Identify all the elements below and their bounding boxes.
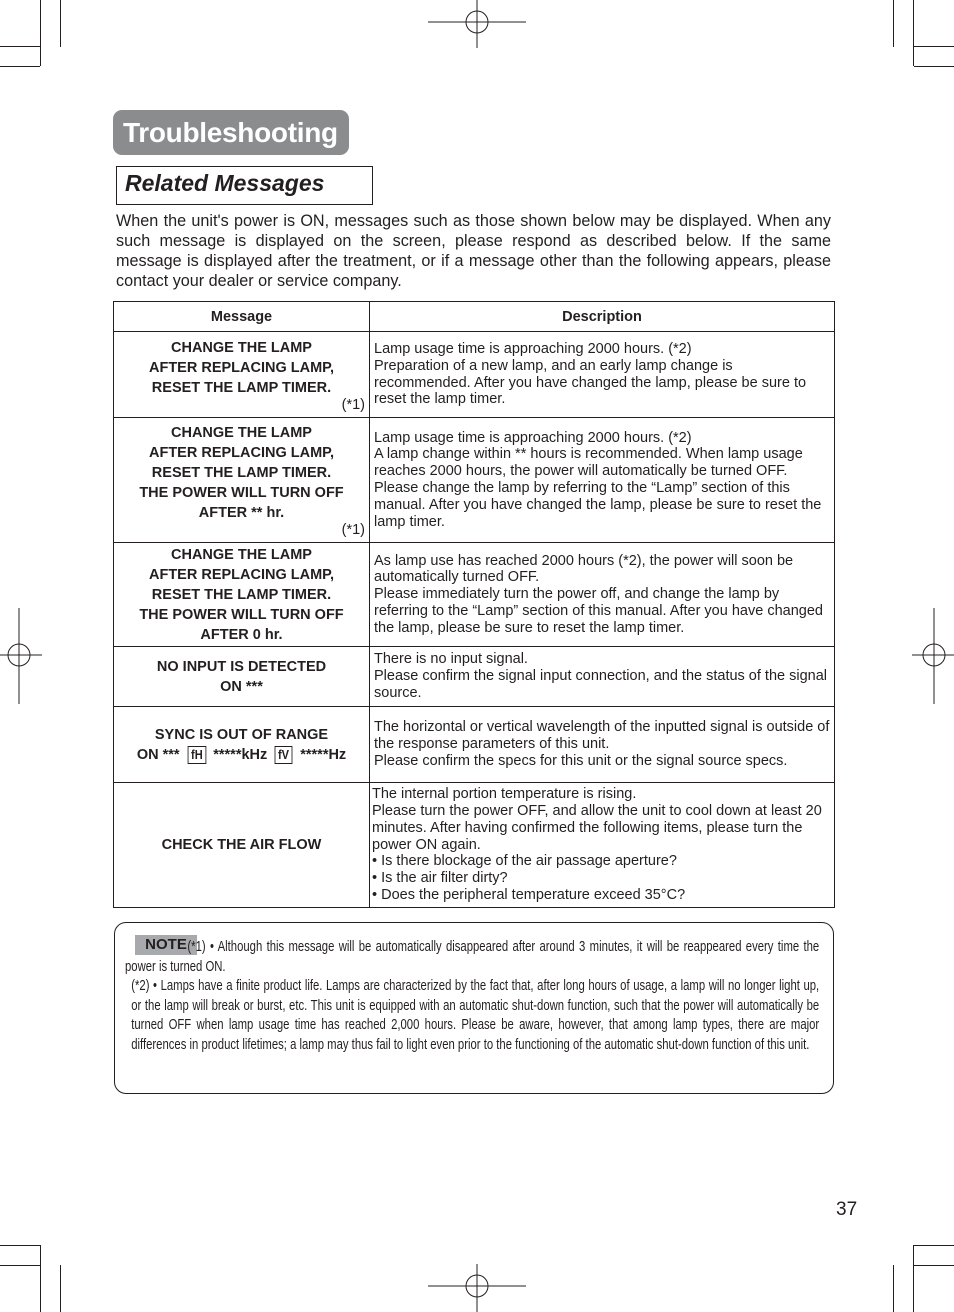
page-subtitle: Related Messages [125,170,325,196]
header-message: Message [114,302,370,332]
description-line: Preparation of a new lamp, and an early lamp change is recommended. After you have changed the lamp, please be sure to reset the lamp timer. [374,357,807,408]
message-line: AFTER REPLACING LAMP, [148,566,335,583]
description-line: Please confirm the specs for this unit or the signal source specs. [374,752,788,769]
description-line: The horizontal or vertical wavelength of the inputted signal is outside of the response parameters of this unit. [374,719,830,753]
note-item [125,938,819,977]
description-line: Lamp usage time is approaching 2000 hours. (*2) [374,340,692,357]
description-cell [370,418,835,543]
description-line: As lamp use has reached 2000 hours (*2), the power will soon be automatically turned OFF. [374,552,794,586]
description-cell [370,332,835,418]
table-row [114,783,835,908]
crop-mark [0,1265,40,1266]
registration-mark [0,608,42,704]
description-cell [370,543,835,647]
crop-mark [60,1265,61,1312]
message-cell [114,543,370,647]
message-line: RESET THE LAMP TIMER. [151,586,332,603]
message-line: RESET THE LAMP TIMER. [151,379,332,396]
note-line: (*1) • Although this message will be automatically disappeared after around 3 minutes, it will be reappeared every time the power is turned ON. [125,939,820,975]
crop-mark [40,1245,41,1312]
note-line: (*2) • Lamps have a finite product life. Lamps are characterized by the fact that, after long hours of usage, a lamp will no longer light up, or the lamp will break or burst, etc. This unit is equipped with an automatic shut-down function, such that the power will automatically be turned OFF when lamp usage time has reached 2,000 hours. Please be aware, however, that among lamp types, there are major differences in product lifetimes; a lamp may thus fail to light even prior to the functioning of the automatic shut-down function of this unit. [131,978,820,1053]
note-box [114,922,834,1094]
crop-mark [914,46,954,47]
crop-mark [0,46,40,47]
bullet-item: • Is the air filter dirty? [372,870,508,887]
message-line: NO INPUT IS DETECTED [156,658,327,675]
description-cell [370,707,835,783]
crop-mark [914,1245,954,1246]
table-header-row [114,302,835,332]
hz-value: *****Hz [300,746,347,763]
registration-mark [428,0,526,48]
bullet-item: • Does the peripheral temperature exceed 35°C? [372,886,686,903]
description-cell [370,647,835,707]
description-line: A lamp change within ** hours is recommended. When lamp usage reaches 2000 hours, the power will automatically be turned OFF. Please change the lamp by referring to the “Lamp” section of this manual. After you have changed the lamp, please be sure to reset the lamp timer. [374,446,822,530]
subtitle-box [116,166,373,205]
message-line: AFTER REPLACING LAMP, [148,359,335,376]
sync-prefix: ON *** [136,746,180,763]
message-line: CHANGE THE LAMP [171,425,312,441]
page-number: 37 [836,1199,858,1220]
header-description: Description [370,302,835,332]
message-line: CHECK THE AIR FLOW [161,837,322,853]
description-line: Lamp usage time is approaching 2000 hours. (*2) [374,429,692,446]
message-cell [114,332,370,418]
crop-mark [914,1265,954,1266]
message-line: RESET THE LAMP TIMER. [151,465,332,481]
message-line: AFTER 0 hr. [200,626,283,643]
description-line: The internal portion temperature is rising. [372,786,637,803]
message-line: AFTER REPLACING LAMP, [148,445,335,461]
message-cell [114,647,370,707]
bullet-item: • Is there blockage of the air passage aperture? [372,853,677,870]
page-title: Troubleshooting [123,117,338,148]
message-cell [114,783,370,908]
message-line [118,745,365,765]
crop-mark [913,0,914,66]
message-line: SYNC IS OUT OF RANGE [154,726,329,743]
message-line: AFTER ** hr. [198,505,285,521]
crop-mark [914,66,954,67]
crop-mark [0,66,40,67]
fv-label: fV [275,746,293,764]
message-line: THE POWER WILL TURN OFF [139,485,344,501]
description-line: Please immediately turn the power off, and change the lamp by referring to the “Lamp” section of this manual. After you have changed the lamp, please be sure to reset the lamp timer. [374,586,823,636]
crop-mark [913,1245,914,1312]
table-row [114,647,835,707]
messages-table [113,301,835,908]
intro-paragraph: When the unit's power is ON, messages such as those shown below may be displayed. When any such message is displayed on the screen, please respond as described below. If the same message is displayed after the treatment, or if a message other than the following appears, please contact your dealer or service company. [116,212,831,290]
message-line: THE POWER WILL TURN OFF [139,606,344,623]
registration-mark [912,608,954,704]
footnote-ref: (*1) [341,397,365,413]
khz-value: *****kHz [213,746,268,763]
message-line: ON *** [220,678,263,695]
note-text [125,938,819,1056]
table-row [114,707,835,783]
table-row [114,543,835,647]
message-line: CHANGE THE LAMP [171,546,312,563]
message-cell [114,707,370,783]
message-line: CHANGE THE LAMP [171,339,312,356]
message-cell [114,418,370,543]
crop-mark [893,1265,894,1312]
note-label: NOTE [135,935,197,955]
crop-mark [60,0,61,47]
crop-mark [0,1245,40,1246]
fh-label: fH [187,746,205,764]
description-cell [370,783,835,908]
description-line: Please turn the power OFF, and allow the unit to cool down at least 20 minutes. After having confirmed the following items, please turn the power ON again. [372,803,822,853]
description-line: There is no input signal. [374,651,528,668]
table-row [114,418,835,543]
footnote-ref: (*1) [341,522,365,538]
description-line: Please confirm the signal input connection, and the status of the signal source. [374,668,828,701]
table-row [114,332,835,418]
crop-mark [40,0,41,66]
crop-mark [893,0,894,47]
section-title-tab [113,110,349,155]
registration-mark [428,1264,526,1312]
